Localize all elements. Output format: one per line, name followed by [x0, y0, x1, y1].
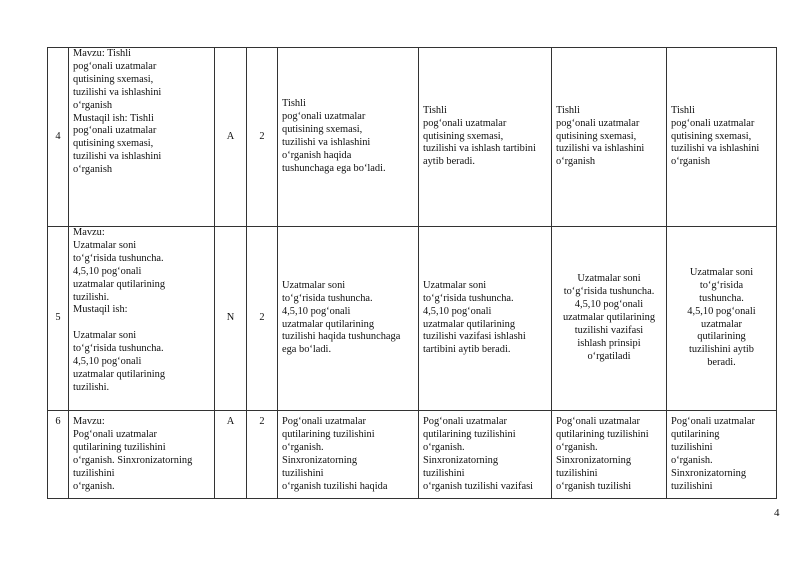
- hours-cell: 2: [247, 48, 278, 227]
- outcome-cell-1: Pog‘onali uzatmalar qutilarining tuzilishini o‘rganish. Sinxronizatorning tuzilishini o‘rganish tuzilishi haqida: [278, 411, 419, 499]
- hours-cell: 2: [247, 227, 278, 411]
- lesson-type-cell: A: [215, 48, 247, 227]
- topic-cell: Mavzu: Pog‘onali uzatmalar qutilarining tuzilishini o‘rganish. Sinxronizatorning tuzilishini o‘rganish.: [69, 411, 215, 499]
- outcome-cell-2: Uzatmalar soni to‘g‘risida tushuncha. 4,5,10 pog‘onali uzatmalar qutilarining tuzilishi vazifasi ishlashi tartibini aytib beradi.: [419, 227, 552, 411]
- topic-cell: Mavzu: Uzatmalar soni to‘g‘risida tushuncha. 4,5,10 pog‘onali uzatmalar qutilarining tuzilishi. Mustaqil ish: Uzatmalar soni to‘g‘risida tushuncha. 4,5,10 pog‘onali uzatmalar qutilarining tuzilishi.: [69, 227, 215, 411]
- outcome-cell-4: Uzatmalar soni to‘g‘risida tushuncha. 4,5,10 pog‘onali uzatmalar qutilarining tuzilishini aytib beradi.: [667, 227, 777, 411]
- table-row: [48, 48, 777, 227]
- lesson-type-cell: A: [215, 411, 247, 499]
- outcome-cell-2: Pog‘onali uzatmalar qutilarining tuzilishini o‘rganish. Sinxronizatorning tuzilishini o‘rganish tuzilishi vazifasi: [419, 411, 552, 499]
- topic-cell: Mavzu: Tishli pog‘onali uzatmalar qutisining sxemasi, tuzilishi va ishlashini o‘rganish Mustaqil ish: Tishli pog‘onali uzatmalar qutisining sxemasi, tuzilishi va ishlashini o‘rganish: [69, 48, 215, 227]
- row-number: 6: [48, 411, 69, 499]
- row-number: 4: [48, 48, 69, 227]
- outcome-cell-3: Uzatmalar soni to‘g‘risida tushuncha. 4,5,10 pog‘onali uzatmalar qutilarining tuzilishi vazifasi ishlash prinsipi o‘rgatiladi: [552, 227, 667, 411]
- page-number: 4: [774, 507, 780, 519]
- outcome-cell-4: Pog‘onali uzatmalar qutilarining tuzilishini o‘rganish. Sinxronizatorning tuzilishini: [667, 411, 777, 499]
- lesson-type-cell: N: [215, 227, 247, 411]
- outcome-cell-3: Pog‘onali uzatmalar qutilarining tuzilishini o‘rganish. Sinxronizatorning tuzilishini o‘rganish tuzilishi: [552, 411, 667, 499]
- lesson-plan-table: [47, 47, 777, 499]
- table-row: [48, 227, 777, 411]
- row-number: 5: [48, 227, 69, 411]
- table-row: [48, 411, 777, 499]
- outcome-cell-1: Tishli pog‘onali uzatmalar qutisining sxemasi, tuzilishi va ishlashini o‘rganish haqida tushunchaga ega bo‘ladi.: [278, 48, 419, 227]
- outcome-cell-3: Tishli pog‘onali uzatmalar qutisining sxemasi, tuzilishi va ishlashini o‘rganish: [552, 48, 667, 227]
- outcome-cell-4: Tishli pog‘onali uzatmalar qutisining sxemasi, tuzilishi va ishlashini o‘rganish: [667, 48, 777, 227]
- outcome-cell-1: Uzatmalar soni to‘g‘risida tushuncha. 4,5,10 pog‘onali uzatmalar qutilarining tuzilishi haqida tushunchaga ega bo‘ladi.: [278, 227, 419, 411]
- hours-cell: 2: [247, 411, 278, 499]
- outcome-cell-2: Tishli pog‘onali uzatmalar qutisining sxemasi, tuzilishi va ishlash tartibini aytib beradi.: [419, 48, 552, 227]
